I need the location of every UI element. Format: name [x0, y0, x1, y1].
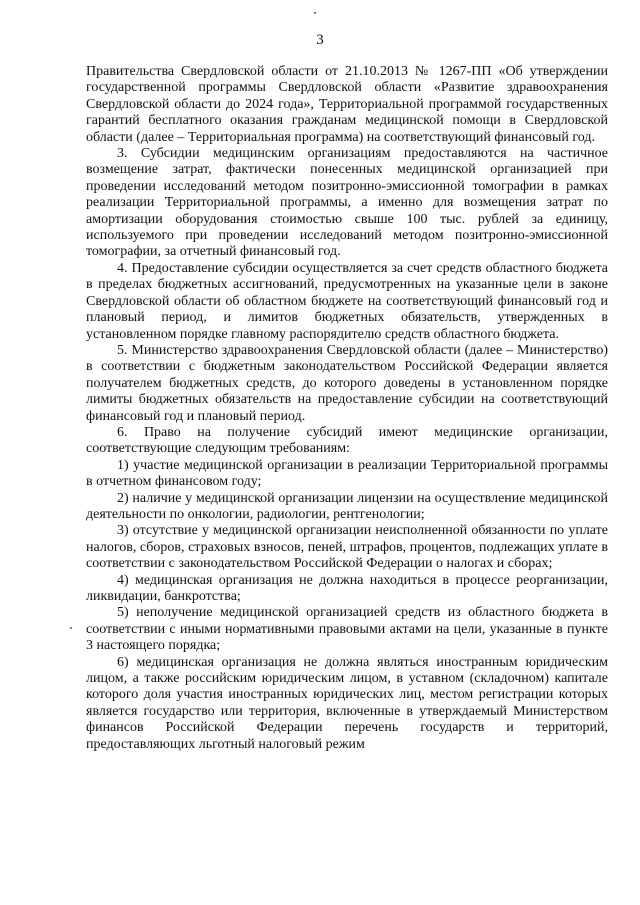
paragraph-item-3: 3. Субсидии медицинским организациям предоставляются на частичное возмещение затрат, фактически понесенных медицинской организацией при проведении исследований методом позитронно-эмиссионной томографии в рамках реализации Территориальной программы, а именно для возмещения затрат по амортизации оборудования стоимостью свыше 100 тыс. рублей за единицу, используемого при проведении исследований методом позитронно-эмиссионной томографии, за отчетный финансовый год. — [86, 146, 608, 260]
requirement-item-3: 3) отсутствие у медицинской организации неисполненной обязанности по уплате налогов, сборов, страховых взносов, пеней, штрафов, процентов, подлежащих уплате в соответствии с законодательством Российской Федерации о налогах и сборах; — [86, 523, 608, 572]
document-body — [86, 64, 608, 753]
page-number: 3 — [316, 32, 324, 48]
requirement-item-2: 2) наличие у медицинской организации лицензии на осуществление медицинской деятельности по онкологии, радиологии, рентгенологии; — [86, 490, 608, 522]
paragraph-item-6: 6. Право на получение субсидий имеют медицинские организации, соответствующие следующим требованиям: — [86, 424, 608, 457]
scan-speck — [314, 12, 316, 14]
paragraph-continuation: Правительства Свердловской области от 21.10.2013 № 1267-ПП «Об утверждении государственной программы Свердловской области «Развитие здравоохранения Свердловской области до 2024 года», Территориальной программой государственных гарантий бесплатного оказания гражданам медицинской помощи в Свердловской области (далее – Территориальная программа) на соответствующий финансовый год. — [86, 64, 608, 145]
requirement-item-1: 1) участие медицинской организации в реализации Территориальной программы в отчетном финансовом году; — [86, 457, 608, 490]
paragraph-item-4: 4. Предоставление субсидии осуществляется за счет средств областного бюджета в пределах бюджетных ассигнований, предусмотренных на указанные цели в законе Свердловской области об областном бюджете на соответствующий финансовый год и плановый период, и лимитов бюджетных обязательств, утвержденных в установленном порядке главному распорядителю средств областного бюджета. — [86, 260, 608, 342]
paragraph-item-5: 5. Министерство здравоохранения Свердловской области (далее – Министерство) в соответствии с бюджетным законодательством Российской Федерации является получателем бюджетных средств, до которого доведены в установленном порядке лимиты бюджетных обязательств на предоставление субсидии на соответствующий финансовый год и плановый период. — [86, 342, 608, 424]
requirement-item-4: 4) медицинская организация не должна находиться в процессе реорганизации, ликвидации, банкротства; — [86, 572, 608, 604]
requirement-item-5: 5) неполучение медицинской организацией средств из областного бюджета в соответствии с иными нормативными правовыми актами на цели, указанные в пункте 3 настоящего порядка; — [86, 605, 608, 654]
requirement-item-6: 6) медицинская организация не должна являться иностранным юридическим лицом, а также российским юридическим лицом, в уставном (складочном) капитале которого доля участия иностранных юридических лиц, местом регистрации которых является государство или территория, включенные в утверждаемый Министерством финансов Российской Федерации перечень государств и территорий, предоставляющих льготный налоговый режим — [86, 654, 608, 752]
scan-speck — [70, 627, 72, 629]
